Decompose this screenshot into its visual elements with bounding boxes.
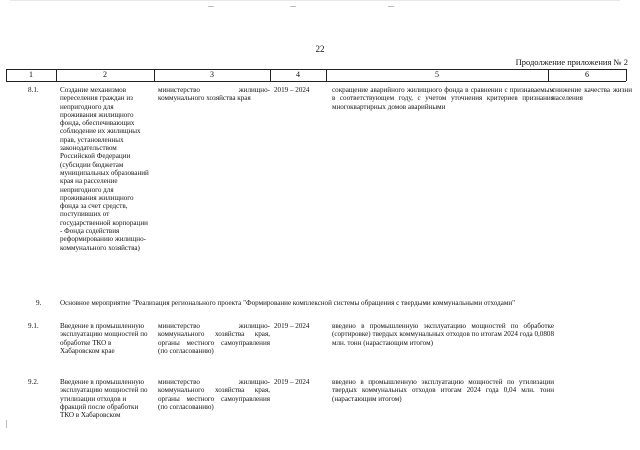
column-header: 4 — [296, 70, 300, 79]
row-number: 9. — [36, 299, 42, 307]
measure-name: Введение в промышленную эксплуатацию мощностей по обработке ТКО в Хабаровском крае — [60, 322, 148, 355]
executor: министерство жилищно-коммунального хозяйства края, органы местного самоуправления (по согласованию) — [158, 322, 270, 355]
scan-mark — [388, 6, 394, 7]
row-number: 9.2. — [28, 378, 39, 386]
measure-name: Введение в промышленную эксплуатацию мощностей по утилизации отходов и фракций после обработки ТКО в Хабаровском — [60, 378, 148, 420]
result: сокращение аварийного жилищного фонда в сравнении с признаваемым в соответствующем году, с учетом уточнения критериев признания многоквартирных домов аварийными — [332, 86, 554, 111]
continuation-label: Продолжение приложения № 2 — [515, 57, 628, 67]
scan-mark — [6, 420, 7, 428]
table-border — [626, 69, 627, 81]
column-header: 5 — [435, 70, 439, 79]
period: 2019 – 2024 — [274, 378, 310, 386]
row-number: 9.1. — [28, 322, 39, 330]
column-header: 2 — [103, 70, 107, 79]
measure-name: Создание механизмов переселения граждан из непригодного для проживания жилищного фонда, обеспечивающих соблюдение их жилищных прав, установленных законодательством Российской Федерации (субсидии бюджетам муниципальных образований края на расселение непригодного для проживания жилищного фонда за счет средств, поступивших от государственной корпорации - Фонда содействия реформированию жилищно-коммунального хозяйства) — [60, 86, 149, 252]
executor: министерство жилищно-коммунального хозяйства края, органы местного самоуправления (по согласованию) — [158, 378, 270, 411]
main-activity: Основное мероприятие "Реализация регионального проекта "Формирование комплексной системы обращения с твердыми коммунальными отходами" — [60, 299, 516, 307]
column-header: 1 — [29, 70, 33, 79]
row-number: 8.1. — [28, 86, 39, 94]
page-number: 22 — [315, 44, 325, 54]
column-header: 3 — [210, 70, 214, 79]
period: 2019 – 2024 — [274, 86, 310, 94]
scan-edge — [10, 0, 620, 1]
column-header: 6 — [585, 70, 589, 79]
scan-mark — [290, 6, 296, 7]
executor: министерство жилищно-коммунального хозяйства края — [158, 86, 270, 103]
period: 2019 – 2024 — [274, 322, 310, 330]
consequence: снижение качества жизни населения — [552, 86, 632, 103]
scan-mark — [208, 6, 214, 7]
result: введено в промышленную эксплуатацию мощностей по утилизации твердых коммунальных отходов итогам 2024 года 0,04 млн. тонн (нарастающим итогом) — [332, 378, 554, 403]
result: введено в промышленную эксплуатацию мощностей по обработке (сортировке) твердых коммунальных отходов по итогам 2024 года 0,0808 млн. тонн (нарастающим итогом) — [332, 322, 554, 347]
